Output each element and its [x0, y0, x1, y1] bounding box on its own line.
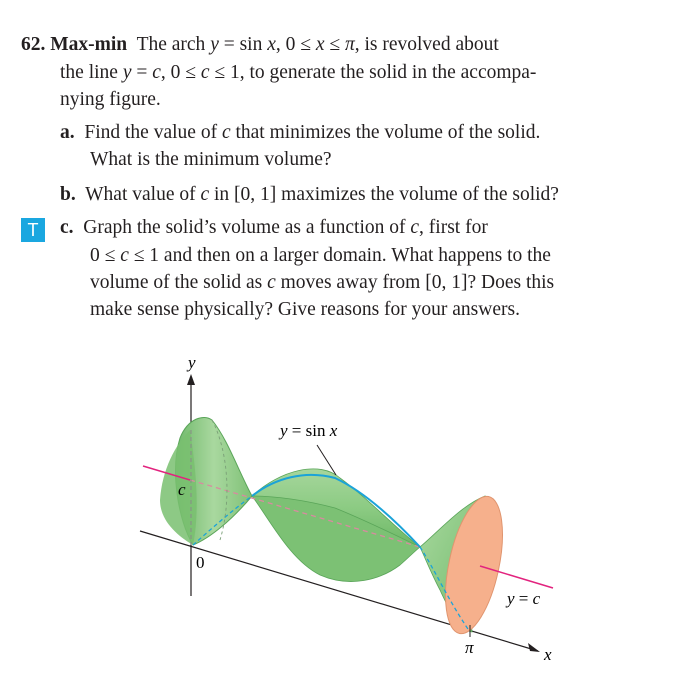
part-c-line-2: 0 ≤ c ≤ 1 and then on a larger domain. What happens to the [90, 245, 551, 266]
origin-label: 0 [196, 553, 205, 572]
part-a-line-2: What is the minimum volume? [90, 149, 332, 170]
problem-number: 62. [21, 34, 46, 55]
part-a-label: a. [60, 122, 75, 143]
line-label: y = c [507, 589, 541, 608]
pi-label: π [465, 638, 474, 657]
x-axis-arrow-icon [528, 643, 540, 652]
part-c-line-3: volume of the solid as c moves away from [0, 1]? Does this [90, 272, 555, 293]
c-label: c [178, 480, 186, 499]
problem-intro-line-2: the line y = c, 0 ≤ c ≤ 1, to generate the solid in the accompa- [60, 62, 537, 83]
problem-title: Max-min [50, 34, 128, 55]
solid-middle-lower [252, 496, 420, 582]
part-a-line-1: a. Find the value of c that minimizes the volume of the solid. [60, 122, 541, 143]
part-c-label: c. [60, 217, 74, 238]
part-b-line-1: b. What value of c in [0, 1] maximizes the volume of the solid? [60, 184, 559, 205]
part-b-label: b. [60, 184, 76, 205]
part-c-line-4: make sense physically? Give reasons for your answers. [90, 299, 520, 320]
curve-label: y = sin x [280, 421, 338, 440]
problem-intro-line-3: nying figure. [60, 89, 161, 110]
part-c-line-1: c. Graph the solid’s volume as a function of c, first for [60, 217, 488, 238]
y-axis-label: y [188, 353, 196, 372]
problem-intro-line-1: 62. Max-min The arch y = sin x, 0 ≤ x ≤ π, is revolved about [21, 34, 499, 55]
y-axis-arrow-icon [187, 374, 195, 385]
technology-badge: T [21, 218, 45, 242]
x-axis-label: x [544, 645, 552, 664]
